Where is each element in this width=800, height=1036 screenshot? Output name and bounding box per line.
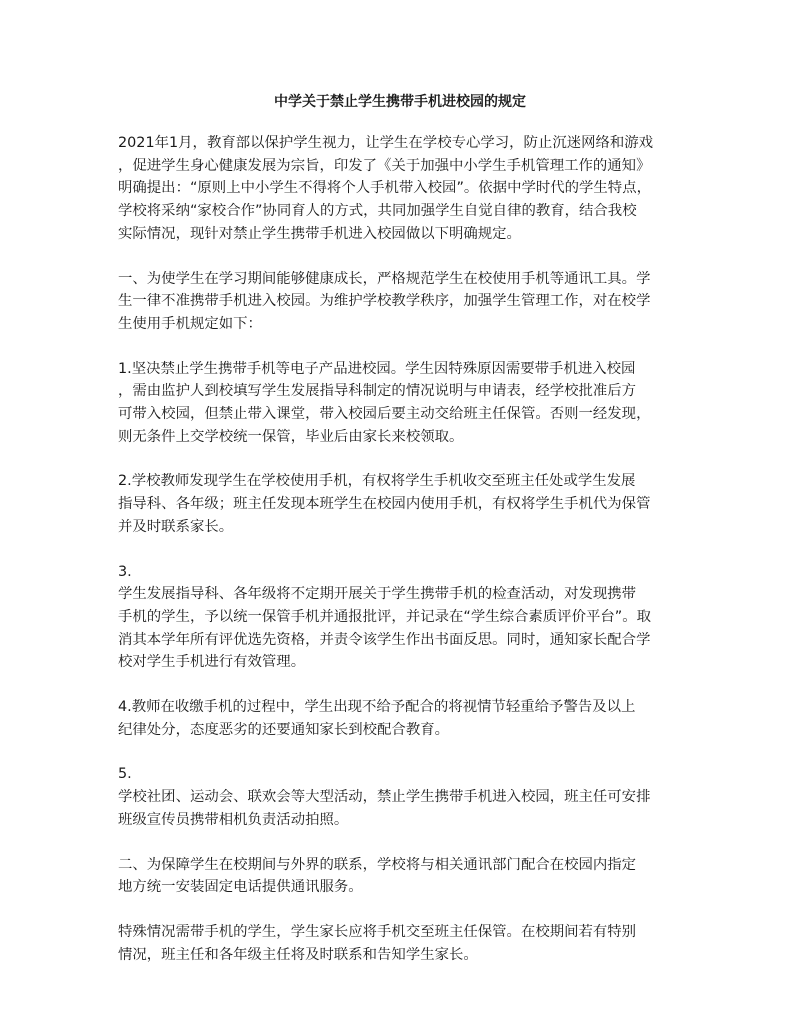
paragraph-line: 地方统一安装固定电话提供通讯服务。 [118,879,363,896]
paragraph-line: ，促进学生身心健康发展为宗旨，印发了《关于加强中小学生手机管理工作的通知》 [118,157,651,174]
paragraph-line: 二、为保障学生在校期间与外界的联系，学校将与相关通讯部门配合在校园内指定 [118,856,637,873]
paragraph-line: 校对学生手机进行有效管理。 [118,654,306,671]
paragraph-line: 3. [118,563,132,580]
document-body [118,132,686,988]
paragraph-rule-4 [118,696,686,741]
paragraph-line: 则无条件上交学校统一保管，毕业后由家长来校领取。 [118,428,464,445]
paragraph-line: 学校社团、运动会、联欢会等大型活动，禁止学生携带手机进入校园，班主任可安排 [118,789,651,806]
paragraph-line: 明确提出：“原则上中小学生不得将个人手机带入校园”。依据中学时代的学生特点， [118,180,651,197]
paragraph-rule-3 [118,561,686,675]
paragraph-line: 情况，班主任和各年级主任将及时联系和告知学生家长。 [118,946,478,963]
document-title: 中学关于禁止学生携带手机进校园的规定 [274,94,526,110]
paragraph-line: 并及时联系家长。 [118,518,234,535]
paragraph-line: 学校将采纳“家校合作”协同育人的方式，共同加强学生自觉自律的教育，结合我校 [118,203,637,220]
paragraph-rule-2 [118,470,686,538]
paragraph-line: 2021年1月，教育部以保护学生视力，让学生在学校专心学习，防止沉迷网络和游戏 [118,135,654,151]
paragraph-line: 1.坚决禁止学生携带手机等电子产品进校园。学生因特殊原因需要带手机进入校园 [118,360,636,377]
paragraph-line: ，需由监护人到校填写学生发展指导科制定的情况说明与申请表，经学校批准后方 [118,383,637,400]
paragraph-line: 班级宣传员携带相机负责活动拍照。 [118,811,349,828]
paragraph-section-one [118,268,686,336]
paragraph-line: 可带入校园，但禁止带入课堂，带入校园后要主动交给班主任保管。否则一经发现， [118,406,651,423]
paragraph-rule-1 [118,358,686,449]
paragraph-line: 特殊情况需带手机的学生，学生家长应将手机交至班主任保管。在校期间若有特别 [118,923,637,940]
paragraph-line: 生使用手机规定如下： [118,315,262,332]
paragraph-line: 5. [118,766,132,783]
paragraph-line: 消其本学年所有评优选先资格，并责令该学生作出书面反思。同时，通知家长配合学 [118,631,651,648]
paragraph-rule-5 [118,763,686,831]
paragraph-line: 生一律不准携带手机进入校园。为维护学校教学秩序，加强学生管理工作，对在校学 [118,293,651,310]
paragraph-special-cases [118,921,686,966]
paragraph-line: 一、为使学生在学习期间能够健康成长，严格规范学生在校使用手机等通讯工具。学 [118,270,651,287]
paragraph-intro [118,132,686,246]
paragraph-section-two [118,854,686,899]
paragraph-line: 纪律处分，态度恶劣的还要通知家长到校配合教育。 [118,721,449,738]
paragraph-line: 学生发展指导科、各年级将不定期开展关于学生携带手机的检查活动，对发现携带 [118,586,637,603]
paragraph-line: 手机的学生，予以统一保管手机并通报批评，并记录在“学生综合素质评价平台”。取 [118,608,651,625]
paragraph-line: 2.学校教师发现学生在学校使用手机，有权将学生手机收交至班主任处或学生发展 [118,473,636,490]
paragraph-line: 4.教师在收缴手机的过程中，学生出现不给予配合的将视情节轻重给予警告及以上 [118,699,636,716]
paragraph-line: 实际情况，现针对禁止学生携带手机进入校园做以下明确规定。 [118,225,521,242]
paragraph-line: 指导科、各年级；班主任发现本班学生在校园内使用手机，有权将学生手机代为保管 [118,496,651,513]
